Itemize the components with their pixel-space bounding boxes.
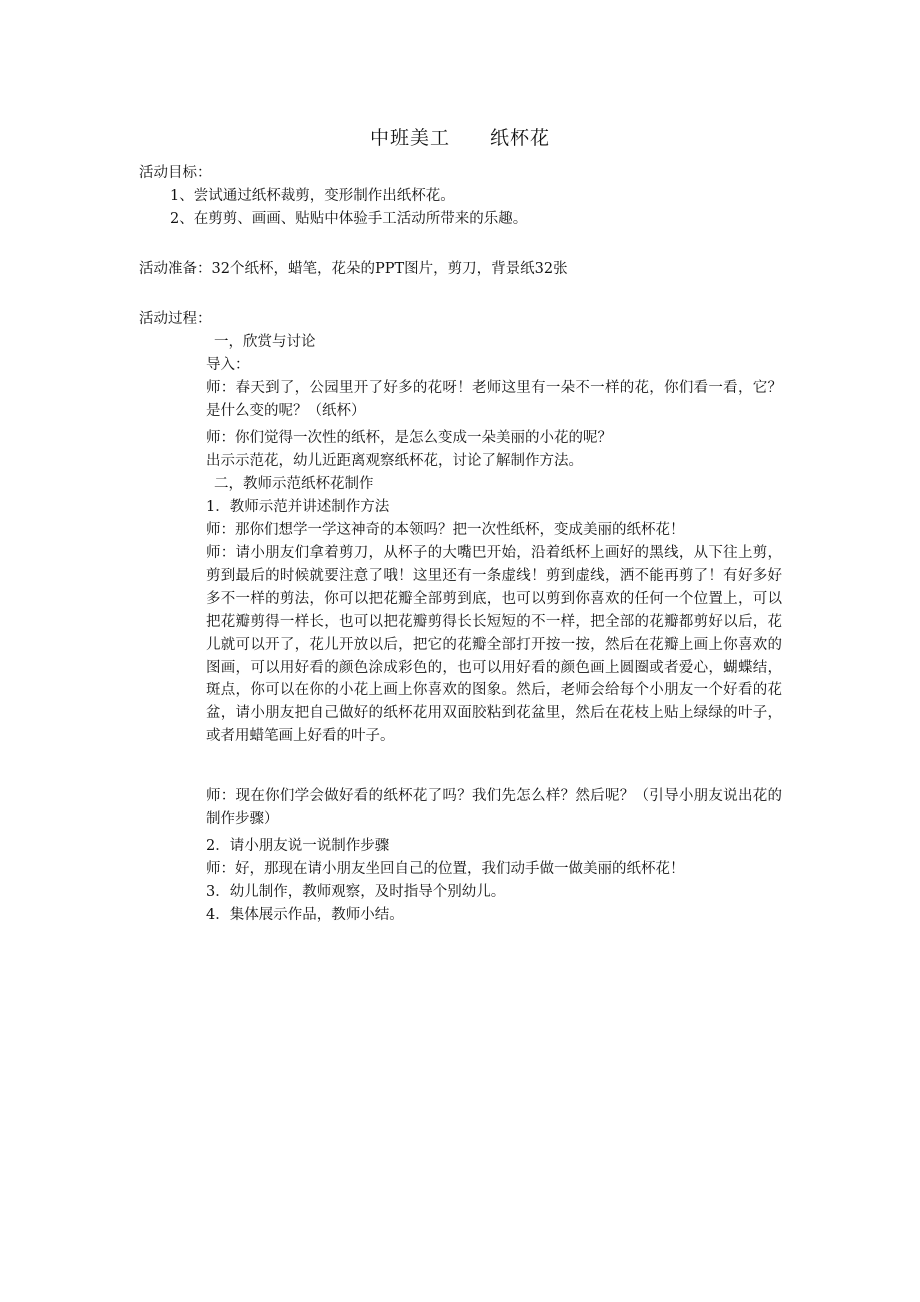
preparation-line: 活动准备：32个纸杯，蜡笔，花朵的PPT图片，剪刀，背景纸32张 xyxy=(139,261,568,277)
step-1-line-1: 师：那你们想学一学这神奇的本领吗？把一次性纸杯，变成美丽的纸杯花！ xyxy=(206,522,685,538)
section-1-title: 一，欣赏与讨论 xyxy=(214,334,316,350)
document-title: 中班美工 纸杯花 xyxy=(369,127,550,149)
step-2-title: 2．请小朋友说一说制作步骤 xyxy=(206,838,390,854)
process-heading: 活动过程： xyxy=(139,311,212,327)
observe-line: 出示示范花，幼儿近距离观察纸杯花，讨论了解制作方法。 xyxy=(206,453,583,469)
step-3-line: 3．幼儿制作，教师观察，及时指导个别幼儿。 xyxy=(206,884,506,900)
step-1-title: 1．教师示范并讲述制作方法 xyxy=(206,499,390,515)
intro-paragraph: 师：春天到了，公园里开了好多的花呀！老师这里有一朵不一样的花，你们看一看，它？是什么变的呢？（纸杯） xyxy=(206,380,782,419)
question-line: 师：你们觉得一次性的纸杯，是怎么变成一朵美丽的小花的呢？ xyxy=(206,430,612,446)
step-1-question: 师：现在你们学会做好看的纸杯花了吗？我们先怎么样？然后呢？（引导小朋友说出花的制作步骤） xyxy=(206,788,782,827)
step-4-line: 4．集体展示作品，教师小结。 xyxy=(206,907,404,923)
goal-item-2: 2、在剪剪、画画、贴贴中体验手工活动所带来的乐趣。 xyxy=(170,211,528,227)
goal-item-1: 1、尝试通过纸杯裁剪，变形制作出纸杯花。 xyxy=(170,188,455,204)
section-2-title: 二，教师示范纸杯花制作 xyxy=(214,476,374,492)
goals-heading: 活动目标： xyxy=(139,165,212,181)
step-2-line: 师：好，那现在请小朋友坐回自己的位置，我们动手做一做美丽的纸杯花！ xyxy=(206,861,685,877)
step-1-paragraph: 师：请小朋友们拿着剪刀，从杯子的大嘴巴开始，沿着纸杯上画好的黑线，从下往上剪，剪到最后的时候就要注意了哦！这里还有一条虚线！剪到虚线，洒不能再剪了！有好多好多不一样的剪法，你可以把花瓣全部剪到底，也可以剪到你喜欢的任何一个位置上，可以把花瓣剪得一样长，也可以把花瓣剪得长长短短的不一样，把全部的花瓣都剪好以后，花儿就可以开了，花儿开放以后，把它的花瓣全部打开按一按，然后在花瓣上画上你喜欢的图画，可以用好看的颜色涂成彩色的，也可以用好看的颜色画上圆圈或者爱心，蝴蝶结，斑点，你可以在你的小花上画上你喜欢的图象。然后，老师会给每个小朋友一个好看的花盆，请小朋友把自己做好的纸杯花用双面胶粘到花盆里，然后在花枝上贴上绿绿的叶子，或者用蜡笔画上好看的叶子。 xyxy=(206,545,782,745)
intro-label: 导入： xyxy=(206,357,250,373)
